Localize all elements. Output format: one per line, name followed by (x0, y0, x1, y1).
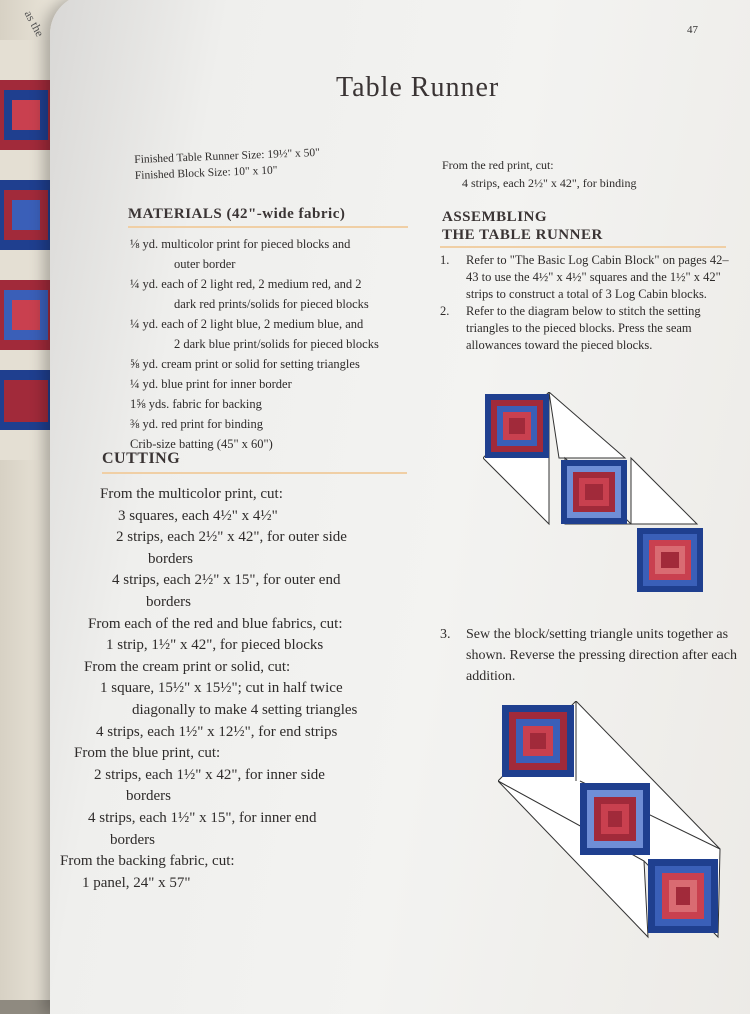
finished-runner-size: Finished Table Runner Size: 19½" x 50" (134, 146, 321, 166)
step-number: 1. (440, 253, 450, 267)
page-number: 47 (687, 24, 698, 36)
material-item: Crib-size batting (45" x 60") (130, 437, 273, 451)
cutting-line: borders (110, 831, 155, 848)
page-title: Table Runner (336, 72, 500, 103)
cutting-line: borders (126, 788, 171, 805)
assembling-heading (442, 208, 603, 244)
cutting-line: 4 strips, each 1½" x 12½", for end strips (96, 723, 338, 740)
log-cabin-block-icon (502, 705, 574, 777)
material-item: ⅜ yd. red print for binding (130, 417, 263, 431)
binding-lead: From the red print, cut: (442, 158, 554, 172)
materials-rule (128, 226, 408, 228)
setting-triangle-icon (631, 458, 697, 524)
log-cabin-block-icon (485, 394, 549, 458)
material-item: ⅝ yd. cream print or solid for setting triangles (130, 357, 360, 371)
step-1 (440, 252, 740, 303)
binding-item: 4 strips, each 2½" x 42", for binding (462, 176, 637, 190)
cutting-line: diagonally to make 4 setting triangles (132, 701, 358, 718)
cutting-line: From the blue print, cut: (74, 745, 221, 762)
cutting-line: From the backing fabric, cut: (60, 853, 235, 870)
cutting-heading: CUTTING (102, 450, 181, 467)
material-item: ¼ yd. each of 2 light blue, 2 medium blue, and (130, 317, 364, 331)
binding-cut (442, 156, 742, 192)
material-item: outer border (174, 257, 236, 271)
materials-heading: MATERIALS (42"-wide fabric) (128, 206, 346, 222)
material-item: ¼ yd. blue print for inner border (130, 377, 292, 391)
assembling-rule (440, 246, 726, 248)
step-text: Refer to "The Basic Log Cabin Block" on pages 42–43 to use the 4½" x 4½" squares and the 1½" x 42" strips to construct a total of 3 Log Cabin blocks. (466, 253, 729, 301)
finished-sizes (134, 145, 321, 184)
cutting-line: 3 squares, each 4½" x 4½" (118, 507, 278, 524)
log-cabin-block-icon (580, 783, 650, 855)
material-item: ⅛ yd. multicolor print for pieced blocks and (130, 237, 351, 251)
cutting-line: 1 strip, 1½" x 42", for pieced blocks (106, 637, 324, 654)
cutting-line: 1 square, 15½" x 15½"; cut in half twice (100, 680, 343, 697)
book-page (50, 0, 750, 1014)
material-item: 1⅝ yds. fabric for backing (130, 397, 262, 411)
diagram-assembled-runner (498, 701, 722, 941)
log-cabin-block-icon (561, 460, 627, 524)
material-item: ¼ yd. each of 2 light red, 2 medium red, and 2 (130, 277, 362, 291)
material-item: 2 dark blue print/solids for pieced blocks (174, 337, 379, 351)
setting-triangle-icon (549, 392, 625, 458)
cutting-line: 2 strips, each 1½" x 42", for inner side (94, 766, 325, 783)
assembling-heading-line2: THE TABLE RUNNER (442, 227, 603, 243)
cutting-line: borders (146, 593, 191, 610)
spine-text: as the (21, 8, 47, 39)
log-cabin-block-icon (0, 80, 56, 150)
cutting-line: borders (148, 550, 193, 567)
cutting-line: From the cream print or solid, cut: (84, 658, 291, 675)
cutting-line: From each of the red and blue fabrics, cut: (88, 615, 343, 632)
log-cabin-block-icon (0, 280, 56, 350)
materials-list (130, 234, 430, 454)
diagram-block-triangle-units (483, 392, 705, 604)
log-cabin-block-icon (637, 528, 703, 592)
cutting-line: 4 strips, each 2½" x 15", for outer end (112, 572, 341, 589)
log-cabin-block-icon (0, 370, 56, 430)
finished-block-size: Finished Block Size: 10" x 10" (134, 164, 278, 182)
step-text: Refer to the diagram below to stitch the setting triangles to the pieced blocks. Press the seam allowances toward the pieced blocks. (466, 304, 701, 352)
log-cabin-block-icon (0, 180, 56, 250)
step-text: Sew the block/setting triangle units together as shown. Reverse the pressing direction after each addition. (466, 627, 737, 684)
step-2 (440, 303, 740, 354)
cutting-list (60, 484, 420, 894)
cutting-line: 1 panel, 24" x 57" (82, 874, 191, 891)
cutting-line: From the multicolor print, cut: (100, 486, 283, 502)
log-cabin-block-icon (648, 859, 718, 933)
cutting-rule (102, 472, 407, 474)
material-item: dark red prints/solids for pieced blocks (174, 297, 369, 311)
assembling-steps (440, 252, 740, 354)
cutting-line: 4 strips, each 1½" x 15", for inner end (88, 809, 317, 826)
cutting-line: 2 strips, each 2½" x 42", for outer side (116, 529, 347, 546)
assembling-heading-line1: ASSEMBLING (442, 209, 548, 225)
step-number: 2. (440, 304, 450, 318)
step-number: 3. (440, 627, 451, 642)
step-3 (440, 624, 750, 687)
